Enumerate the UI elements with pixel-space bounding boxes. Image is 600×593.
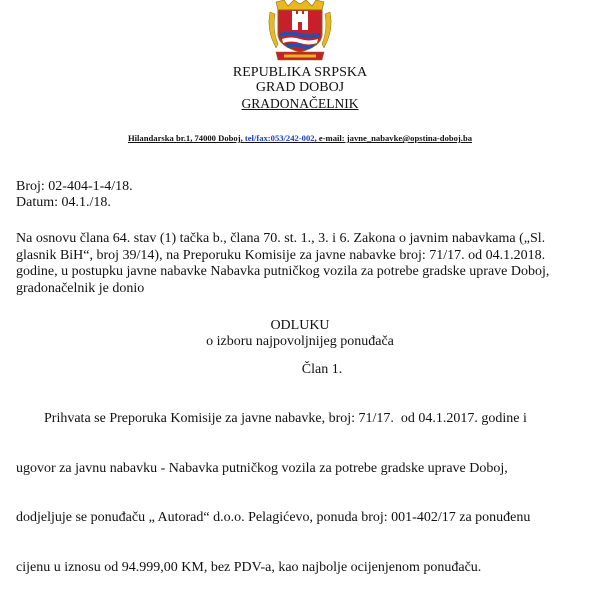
contact-email: , e-mail: javne_nabavke@opstina-doboj.ba <box>314 133 473 143</box>
contact-phone-link[interactable]: tel/fax:053/242-002 <box>244 133 315 143</box>
article-line: ugovor za javnu nabavku - Nabavka putničkog vozila za potrebe gradske uprave Doboj, <box>16 460 508 476</box>
intro-line: glasnik BiH“, broj 39/14), na Preporuku Komisije za javne nabavke broj: 71/17. od 04.1.2018. <box>16 247 546 263</box>
decision-subtitle: o izboru najpovoljnijeg ponuđača <box>206 334 394 349</box>
intro-paragraph <box>16 231 596 297</box>
header-city: GRAD DOBOJ <box>255 80 345 95</box>
article-line: Prihvata se Preporuka Komisije za javne nabavke, broj: 71/17. od 04.1.2017. godine i <box>16 411 527 426</box>
document-date: Datum: 04.1./18. <box>16 195 111 210</box>
contact-address: Hilandarska br.1, 74000 Doboj, <box>127 133 245 143</box>
contact-line <box>0 133 600 143</box>
intro-line: godine, u postupku javne nabavke Nabavka putničkog vozila za potrebe gradske uprave Doboj, <box>16 264 550 279</box>
article-body <box>16 378 596 593</box>
article-line: cijenu u iznosu od 94.999,00 KM, bez PDV-a, kao najbolje ocijenjenom ponuđaču. <box>16 559 482 575</box>
intro-line: gradonačelnik je donio <box>16 280 145 296</box>
header-republic: REPUBLIKA SRPSKA <box>232 65 368 80</box>
article-heading: Član 1. <box>301 362 343 377</box>
article-line: dodjeljuje se ponuđaču „ Autorad“ d.o.o. Pelagićevo, ponuda broj: 001-402/17 za ponuđenu <box>16 510 531 525</box>
document-number: Broj: 02-404-1-4/18. <box>16 179 133 194</box>
coat-of-arms-icon <box>262 0 338 62</box>
decision-title: ODLUKU <box>270 318 330 333</box>
intro-line: Na osnovu člana 64. stav (1) tačka b., člana 70. st. 1., 3. i 6. Zakona o javnim nabavkama („Sl. <box>16 231 546 246</box>
header-mayor: GRADONAČELNIK <box>241 96 359 111</box>
